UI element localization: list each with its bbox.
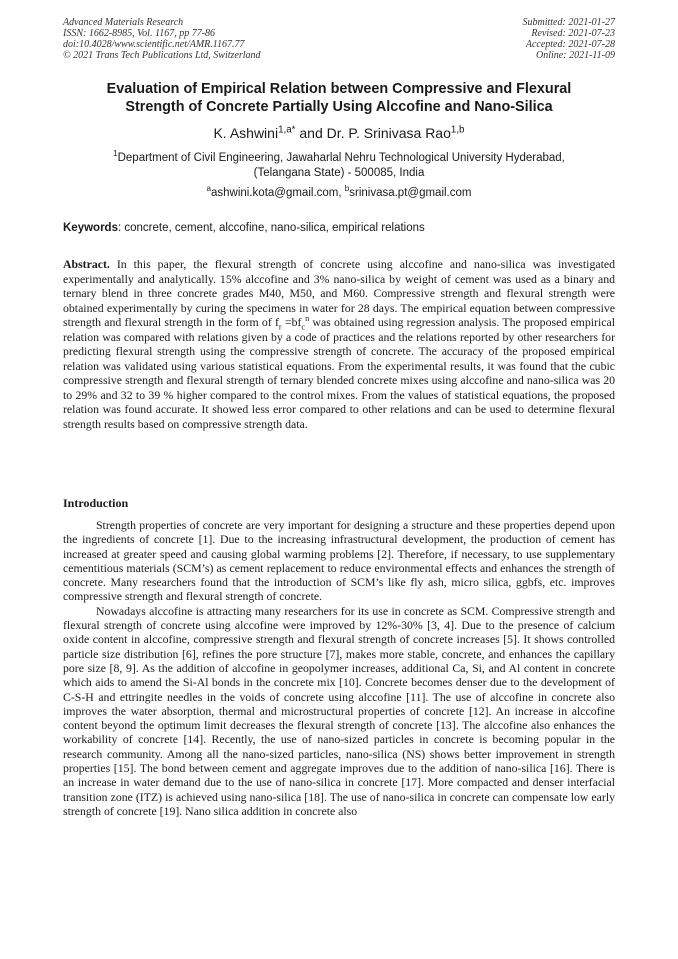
keywords-label: Keywords: [63, 222, 118, 234]
abstract-label: Abstract.: [63, 257, 110, 271]
date-online: Online: 2021-11-09: [536, 50, 615, 61]
author-2-affil-mark: 1,b: [450, 124, 465, 136]
date-submitted: Submitted: 2021-01-27: [522, 17, 615, 28]
abstract-text-3: was obtained using regression analysis. The proposed empirical relation was compared with relations given by a code of practices and the relations reported by other researchers for predicting flexural strength using the compressive strength of concrete. The accuracy of the proposed empirical relation was validated using various statistical equations. From the experimental results, it was found that the cubic compressive strength and flexural strength of ternary blended concrete mixes using alccofine and nano-silica was 20 to 29% and 32 to 39 % higher compared to the control mixes. From the values of statistical equations, the proposed relation was found accurate. It showed less error compared to other relations and can be used to determine flexural strength results based on compressive strength data.: [63, 315, 615, 431]
intro-paragraph-2: Nowadays alccofine is attracting many researchers for its use in concrete as SCM. Compressive strength and flexural strength of concrete using alccofine were improved by 12%-30% [3, 4]. Due to the presence of calcium oxide content in alccofine, compressive strength and flexural strength of concrete increases [5]. It shows controlled particle size distribution [6], refines the pore structure [7], makes more stable, concrete, and enhances the capillary pore size [8, 9]. As the addition of alccofine in geopolymer increases, additional Ca, Si, and Al content in concrete which aids to amend the Si-Al bonds in the concrete mix [10]. Concrete becomes denser due to the development of C-S-H and ettringite needles in the voids of concrete using alccofine [11]. The use of alccofine in concrete also improves the water absorption, thermal and microstructural properties of concrete [12]. An increase in alccofine content beyond the optimum limit decreases the flexural strength of concrete [13]. The alccofine also enhances the workability of concrete [14]. Recently, the use of nano-sized particles in concrete is becoming popular in the research community. Among all the nano-sized particles, nano-silica (NS) shows better improvement in strength properties [15]. The bond between cement and aggregate improves due to the addition of nano-silica [16]. There is an increase in water demand due to the use of nano-silica in concrete [17]. More compacted and denser interfacial transition zone (ITZ) is achieved using nano-silica [18]. The use of nano-silica in concrete can compensate low early strength of concrete [19]. Nano silica addition in concrete also: [63, 603, 615, 818]
affiliation-mark: 1: [113, 149, 118, 159]
date-header: [523, 17, 616, 61]
keywords: [63, 221, 615, 236]
journal-issn: ISSN: 1662-8985, Vol. 1167, pp 77-86: [63, 28, 216, 39]
email-a-mark: a: [206, 184, 211, 194]
affiliation-line-1: Department of Civil Engineering, Jawaharlal Nehru Technological University Hyderabad,: [117, 152, 565, 164]
author-1-affil-mark: 1,a*: [278, 124, 296, 136]
abstract-formula-sub-r: r: [278, 322, 282, 332]
abstract-text-1: In this paper, the flexural strength of concrete using alccofine and nano-silica was investigated experimentally and analytically. 15% alccofine and 3% nano-silica by weight of cement was used as a binary and ternary blend in three concrete grades M40, M50, and M60. Compressive strength and flexural strength were obtained experimentally by curing the specimens in water for 28 days. The empirical equation between compressive strength and flexural strength in the form of f: [63, 257, 615, 329]
email-b[interactable]: srinivasa.pt@gmail.com: [349, 187, 472, 199]
date-accepted: Accepted: 2021-07-28: [525, 39, 615, 50]
paper-title: [63, 80, 615, 116]
affiliation-line-2: (Telangana State) - 500085, India: [253, 167, 425, 179]
abstract: [63, 257, 615, 431]
author-conjunction: and: [295, 125, 327, 141]
author-emails: [63, 186, 615, 201]
email-a[interactable]: ashwini.kota@gmail.com: [211, 187, 339, 199]
keywords-text: : concrete, cement, alccofine, nano-silica, empirical relations: [117, 222, 425, 234]
author-list: [63, 124, 615, 142]
email-separator: ,: [338, 187, 345, 199]
abstract-text-2: =bf: [281, 315, 302, 329]
journal-doi: doi:10.4028/www.scientific.net/AMR.1167.77: [63, 39, 245, 50]
author-1: K. Ashwini: [213, 125, 279, 141]
title-line-2: Strength of Concrete Partially Using Alccofine and Nano-Silica: [125, 99, 553, 115]
introduction-heading: Introduction: [63, 496, 129, 510]
journal-name: Advanced Materials Research: [63, 17, 184, 28]
introduction-body: [63, 518, 615, 818]
date-revised: Revised: 2021-07-23: [531, 28, 615, 39]
journal-header: [63, 17, 261, 61]
affiliation: [63, 151, 615, 181]
journal-copyright: © 2021 Trans Tech Publications Ltd, Switzerland: [63, 50, 261, 61]
title-line-1: Evaluation of Empirical Relation between Compressive and Flexural: [106, 81, 572, 97]
email-b-mark: b: [344, 184, 350, 194]
intro-paragraph-1: Strength properties of concrete are very important for designing a structure and these properties depend upon the ingredients of concrete [1]. Due to the increasing infrastructural development, the production of cement has increased at greater speed and causing global warming problems [2]. Therefore, if necessary, to use supplementary cementitious materials (SCM’s) as cement replacement to reduce environmental effects and enhances the strength of concrete. Many researchers found that the introduction of SCM’s like fly ash, micro silica, ggbfs, etc. improves compressive strength and flexural strength of concrete.: [63, 518, 615, 604]
author-2: Dr. P. Srinivasa Rao: [326, 125, 451, 141]
abstract-formula-sup-n: n: [305, 314, 310, 324]
abstract-formula-sub-c: c: [301, 322, 306, 332]
